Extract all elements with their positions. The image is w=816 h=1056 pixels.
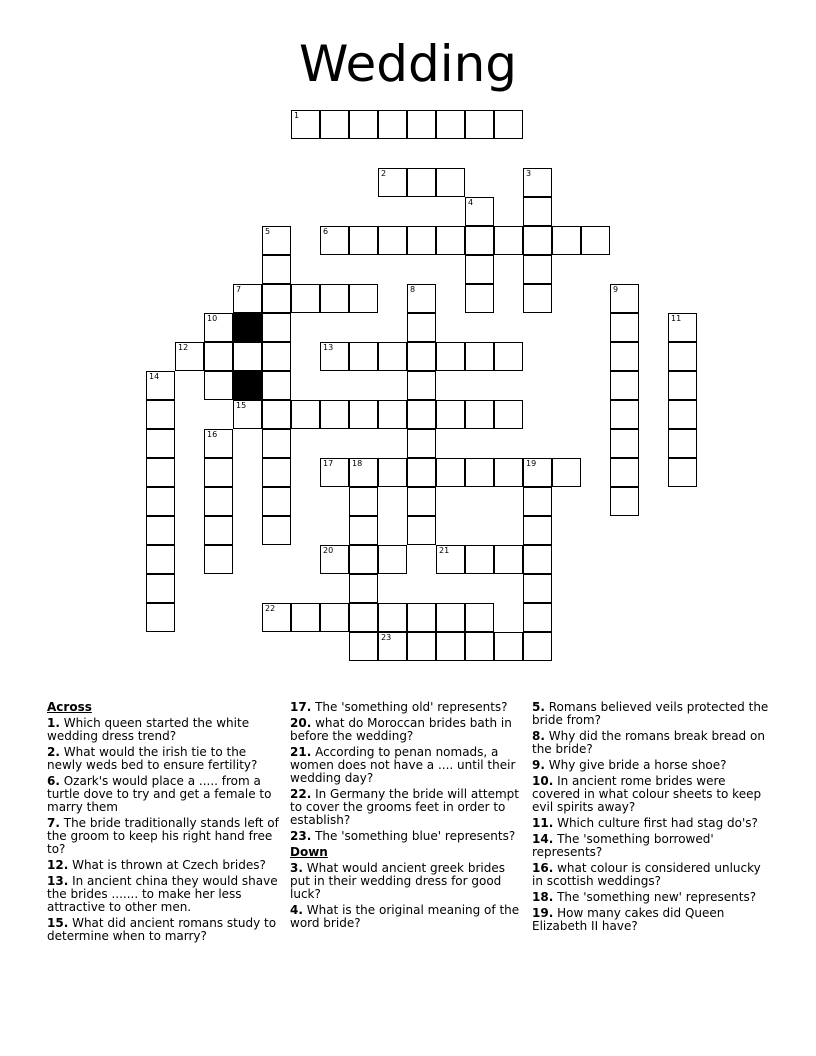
down-clue-list-continued (532, 701, 772, 933)
grid-cell[interactable] (204, 545, 233, 574)
grid-block (233, 313, 262, 342)
clue-number: 23 (381, 633, 392, 642)
across-clue (290, 746, 525, 785)
down-clue (532, 891, 772, 904)
clue-number-label: 11. (532, 816, 554, 830)
clue-text: what do Moroccan brides bath in before the wedding? (290, 716, 512, 743)
clue-column-2 (290, 701, 525, 933)
clue-number-label: 13. (47, 874, 69, 888)
clue-text: The 'something blue' represents? (311, 829, 516, 843)
clue-number: 12 (178, 343, 189, 352)
grid-cell[interactable] (610, 313, 639, 342)
grid-cell[interactable] (262, 516, 291, 545)
clue-number: 3 (526, 169, 532, 178)
down-clue (290, 904, 525, 930)
grid-cell[interactable] (291, 400, 320, 429)
grid-cell[interactable] (175, 342, 204, 371)
clue-text: What did ancient romans study to determine when to marry? (47, 916, 277, 943)
grid-cell[interactable] (494, 110, 523, 139)
across-clue (47, 817, 282, 856)
grid-cell[interactable] (320, 110, 349, 139)
grid-cell[interactable] (610, 429, 639, 458)
grid-cell[interactable] (407, 168, 436, 197)
grid-cell[interactable] (262, 458, 291, 487)
grid-cell[interactable] (349, 284, 378, 313)
grid-cell[interactable] (407, 429, 436, 458)
down-clue (532, 759, 772, 772)
grid-cell[interactable] (262, 400, 291, 429)
clue-number: 17 (323, 459, 334, 468)
down-clue-list (290, 862, 525, 930)
clue-number-label: 17. (290, 700, 312, 714)
grid-cell[interactable] (407, 400, 436, 429)
grid-cell[interactable] (494, 458, 523, 487)
clue-number: 1 (294, 111, 300, 120)
grid-cell[interactable] (465, 603, 494, 632)
across-clue (47, 775, 282, 814)
across-clue (290, 717, 525, 743)
grid-cell[interactable] (349, 226, 378, 255)
clue-number-label: 14. (532, 832, 554, 846)
clue-number: 16 (207, 430, 218, 439)
grid-cell[interactable] (320, 458, 349, 487)
grid-cell[interactable] (610, 458, 639, 487)
grid-cell[interactable] (465, 632, 494, 661)
clue-number-label: 9. (532, 758, 545, 772)
clue-text: Why did the romans break bread on the bride? (532, 729, 765, 756)
clue-number: 4 (468, 198, 474, 207)
grid-cell[interactable] (349, 458, 378, 487)
grid-cell[interactable] (523, 226, 552, 255)
grid-cell[interactable] (407, 603, 436, 632)
grid-cell[interactable] (668, 400, 697, 429)
down-clue (532, 862, 772, 888)
grid-cell[interactable] (436, 603, 465, 632)
down-clue (532, 907, 772, 933)
grid-cell[interactable] (262, 284, 291, 313)
across-clue (47, 917, 282, 943)
clue-column-3 (532, 701, 772, 936)
grid-cell[interactable] (349, 110, 378, 139)
grid-cell[interactable] (262, 603, 291, 632)
grid-cell[interactable] (494, 545, 523, 574)
grid-cell[interactable] (523, 487, 552, 516)
grid-cell[interactable] (378, 632, 407, 661)
clue-text: What would ancient greek brides put in their wedding dress for good luck? (290, 861, 505, 901)
across-clue (47, 746, 282, 772)
clue-number: 5 (265, 227, 271, 236)
across-clue (290, 830, 525, 843)
grid-cell[interactable] (436, 632, 465, 661)
clue-text: In ancient china they would shave the brides ....... to make her less attractive to other men. (47, 874, 278, 914)
grid-cell[interactable] (436, 226, 465, 255)
clue-number-label: 21. (290, 745, 312, 759)
clue-text: Why give bride a horse shoe? (544, 758, 727, 772)
down-heading: Down (290, 845, 328, 859)
grid-cell[interactable] (436, 458, 465, 487)
grid-cell[interactable] (146, 429, 175, 458)
clue-number-label: 18. (532, 890, 554, 904)
clue-text: Ozark's would place a ..... from a turtle dove to try and get a female to marry them (47, 774, 272, 814)
clue-number-label: 6. (47, 774, 60, 788)
grid-cell[interactable] (407, 313, 436, 342)
grid-cell[interactable] (436, 400, 465, 429)
grid-cell[interactable] (349, 516, 378, 545)
grid-cell[interactable] (465, 255, 494, 284)
grid-cell[interactable] (146, 400, 175, 429)
grid-cell[interactable] (407, 487, 436, 516)
grid-cell[interactable] (407, 458, 436, 487)
grid-cell[interactable] (407, 110, 436, 139)
grid-cell[interactable] (523, 458, 552, 487)
clue-number: 7 (236, 285, 242, 294)
grid-cell[interactable] (407, 516, 436, 545)
grid-cell[interactable] (262, 342, 291, 371)
clue-text: The 'something borrowed' represents? (532, 832, 714, 859)
clue-number-label: 1. (47, 716, 60, 730)
clue-number: 13 (323, 343, 334, 352)
grid-cell[interactable] (291, 603, 320, 632)
clue-number: 18 (352, 459, 363, 468)
clue-text: What is thrown at Czech brides? (68, 858, 266, 872)
grid-cell[interactable] (320, 226, 349, 255)
clue-number: 21 (439, 546, 450, 555)
across-clue-list-continued (290, 701, 525, 843)
grid-cell[interactable] (523, 284, 552, 313)
grid-cell[interactable] (494, 632, 523, 661)
grid-cell[interactable] (146, 545, 175, 574)
clue-number-label: 19. (532, 906, 554, 920)
grid-cell[interactable] (204, 429, 233, 458)
grid-cell[interactable] (407, 632, 436, 661)
grid-cell[interactable] (349, 603, 378, 632)
grid-cell[interactable] (610, 487, 639, 516)
clue-number-label: 8. (532, 729, 545, 743)
clue-text: The bride traditionally stands left of the groom to keep his right hand free to? (47, 816, 279, 856)
clue-number: 20 (323, 546, 334, 555)
grid-cell[interactable] (378, 400, 407, 429)
across-clue (47, 859, 282, 872)
grid-cell[interactable] (262, 313, 291, 342)
grid-cell[interactable] (349, 632, 378, 661)
clue-number-label: 10. (532, 774, 554, 788)
grid-cell[interactable] (494, 226, 523, 255)
grid-cell[interactable] (523, 255, 552, 284)
clue-text: How many cakes did Queen Elizabeth II have? (532, 906, 725, 933)
grid-cell[interactable] (146, 487, 175, 516)
grid-cell[interactable] (146, 574, 175, 603)
grid-cell[interactable] (465, 545, 494, 574)
down-clue (532, 833, 772, 859)
clue-number: 14 (149, 372, 160, 381)
clue-number-label: 20. (290, 716, 312, 730)
grid-cell[interactable] (465, 284, 494, 313)
across-clue-list (47, 717, 282, 943)
grid-cell[interactable] (146, 516, 175, 545)
grid-cell[interactable] (436, 168, 465, 197)
grid-cell[interactable] (320, 284, 349, 313)
grid-cell[interactable] (146, 371, 175, 400)
grid-cell[interactable] (523, 197, 552, 226)
down-clue (290, 862, 525, 901)
grid-cell[interactable] (668, 429, 697, 458)
grid-cell[interactable] (320, 545, 349, 574)
grid-cell[interactable] (262, 487, 291, 516)
grid-cell[interactable] (378, 226, 407, 255)
clue-column-1 (47, 701, 282, 946)
clue-text: Romans believed veils protected the bride from? (532, 700, 769, 727)
clue-text: Which queen started the white wedding dress trend? (47, 716, 250, 743)
grid-cell[interactable] (407, 284, 436, 313)
grid-cell[interactable] (378, 168, 407, 197)
grid-cell[interactable] (378, 545, 407, 574)
clue-number-label: 7. (47, 816, 60, 830)
clue-number-label: 3. (290, 861, 303, 875)
grid-cell[interactable] (262, 371, 291, 400)
grid-cell[interactable] (436, 110, 465, 139)
grid-cell[interactable] (378, 458, 407, 487)
grid-cell[interactable] (349, 545, 378, 574)
clue-number: 9 (613, 285, 619, 294)
grid-cell[interactable] (523, 603, 552, 632)
grid-cell[interactable] (146, 603, 175, 632)
clue-text: what colour is considered unlucky in scottish weddings? (532, 861, 761, 888)
clue-number: 22 (265, 604, 276, 613)
grid-cell[interactable] (668, 458, 697, 487)
grid-cell[interactable] (233, 400, 262, 429)
grid-cell[interactable] (465, 110, 494, 139)
clue-number-label: 5. (532, 700, 545, 714)
grid-cell[interactable] (262, 429, 291, 458)
grid-cell[interactable] (204, 487, 233, 516)
grid-cell[interactable] (407, 371, 436, 400)
across-heading: Across (47, 700, 92, 714)
clue-number: 15 (236, 401, 247, 410)
clue-text: The 'something new' represents? (553, 890, 757, 904)
grid-cell[interactable] (610, 371, 639, 400)
grid-cell[interactable] (610, 284, 639, 313)
grid-cell[interactable] (233, 342, 262, 371)
grid-cell[interactable] (320, 342, 349, 371)
clue-number: 6 (323, 227, 329, 236)
grid-cell[interactable] (291, 110, 320, 139)
grid-cell[interactable] (204, 371, 233, 400)
clue-number: 8 (410, 285, 416, 294)
grid-cell[interactable] (552, 458, 581, 487)
clue-text: The 'something old' represents? (311, 700, 508, 714)
grid-cell[interactable] (291, 284, 320, 313)
grid-cell[interactable] (407, 226, 436, 255)
clue-number: 19 (526, 459, 537, 468)
grid-cell[interactable] (349, 574, 378, 603)
grid-cell[interactable] (523, 574, 552, 603)
clue-number: 11 (671, 314, 682, 323)
across-clue (290, 788, 525, 827)
grid-cell[interactable] (407, 342, 436, 371)
grid-cell[interactable] (349, 487, 378, 516)
down-clue (532, 817, 772, 830)
grid-cell[interactable] (378, 342, 407, 371)
page-title: Wedding (298, 35, 518, 93)
grid-cell[interactable] (552, 226, 581, 255)
grid-cell[interactable] (465, 458, 494, 487)
down-clue (532, 730, 772, 756)
grid-cell[interactable] (610, 400, 639, 429)
grid-cell[interactable] (349, 342, 378, 371)
grid-cell[interactable] (233, 284, 262, 313)
grid-cell[interactable] (523, 632, 552, 661)
across-clue (290, 701, 525, 714)
grid-cell[interactable] (262, 226, 291, 255)
clue-number-label: 16. (532, 861, 554, 875)
grid-cell[interactable] (581, 226, 610, 255)
across-clue (47, 875, 282, 914)
across-clue (47, 717, 282, 743)
grid-cell[interactable] (523, 168, 552, 197)
grid-cell[interactable] (204, 313, 233, 342)
clue-text: In ancient rome brides were covered in what colour sheets to keep evil spirits away? (532, 774, 762, 814)
clue-text: What is the original meaning of the word bride? (290, 903, 520, 930)
grid-cell[interactable] (610, 342, 639, 371)
grid-cell[interactable] (204, 342, 233, 371)
grid-cell[interactable] (668, 342, 697, 371)
clue-number: 2 (381, 169, 387, 178)
clue-text: According to penan nomads, a women does not have a .... until their wedding day? (290, 745, 516, 785)
clue-number-label: 15. (47, 916, 69, 930)
clue-text: What would the irish tie to the newly weds bed to ensure fertility? (47, 745, 258, 772)
grid-cell[interactable] (523, 516, 552, 545)
grid-cell[interactable] (465, 197, 494, 226)
grid-cell[interactable] (465, 342, 494, 371)
down-clue (532, 701, 772, 727)
grid-cell[interactable] (494, 400, 523, 429)
grid-cell[interactable] (465, 226, 494, 255)
clue-number: 10 (207, 314, 218, 323)
clue-number-label: 2. (47, 745, 60, 759)
grid-cell[interactable] (465, 400, 494, 429)
grid-cell[interactable] (668, 313, 697, 342)
grid-block (233, 371, 262, 400)
grid-cell[interactable] (378, 110, 407, 139)
clue-number-label: 4. (290, 903, 303, 917)
clue-text: Which culture first had stag do's? (553, 816, 758, 830)
clue-number-label: 22. (290, 787, 312, 801)
grid-cell[interactable] (349, 400, 378, 429)
down-clue (532, 775, 772, 814)
grid-cell[interactable] (204, 516, 233, 545)
clue-text: In Germany the bride will attempt to cover the grooms feet in order to establish? (290, 787, 520, 827)
clue-number-label: 12. (47, 858, 69, 872)
grid-cell[interactable] (262, 255, 291, 284)
grid-cell[interactable] (668, 371, 697, 400)
grid-cell[interactable] (204, 458, 233, 487)
grid-cell[interactable] (436, 545, 465, 574)
grid-cell[interactable] (320, 603, 349, 632)
grid-cell[interactable] (378, 603, 407, 632)
grid-cell[interactable] (146, 458, 175, 487)
grid-cell[interactable] (436, 342, 465, 371)
clue-number-label: 23. (290, 829, 312, 843)
grid-cell[interactable] (523, 545, 552, 574)
grid-cell[interactable] (320, 400, 349, 429)
grid-cell[interactable] (494, 342, 523, 371)
